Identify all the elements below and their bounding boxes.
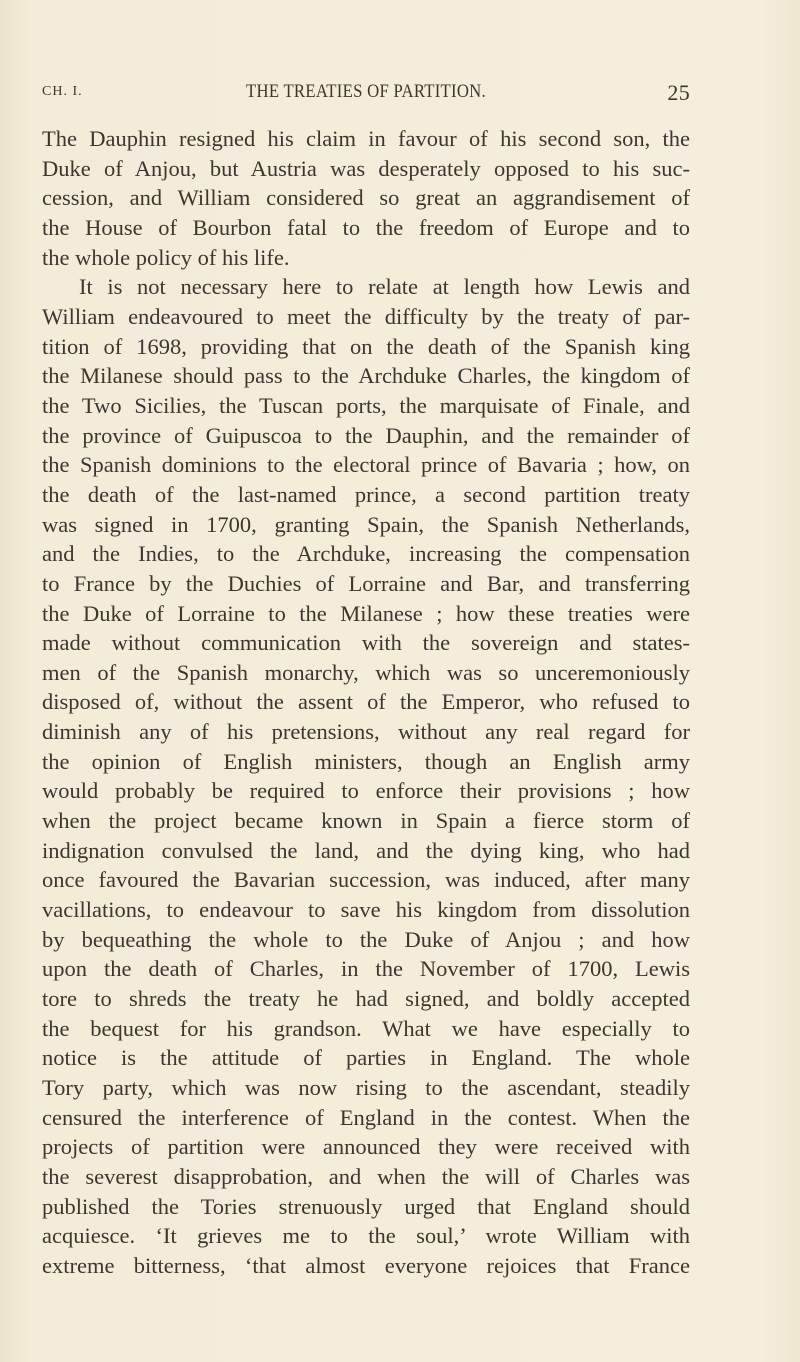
text-line: the Two Sicilies, the Tuscan ports, the marquisate of Finale, and <box>42 392 690 418</box>
text-line: It is not necessary here to relate at length how Lewis and <box>79 274 690 300</box>
text-line: published the Tories strenuously urged that England should <box>42 1193 690 1219</box>
text-line: disposed of, without the assent of the Emperor, who refused to <box>42 689 690 715</box>
text-line: and the Indies, to the Archduke, increasing the compensation <box>42 541 690 567</box>
running-title: THE TREATIES OF PARTITION. <box>246 81 486 102</box>
text-line: tore to shreds the treaty he had signed, and boldly accepted <box>42 986 690 1012</box>
paragraph <box>42 124 690 272</box>
text-line: was signed in 1700, granting Spain, the Spanish Netherlands, <box>42 511 690 537</box>
text-line: the whole policy of his life. <box>42 244 290 270</box>
paragraph <box>42 272 690 1280</box>
text-line: made without communication with the sovereign and states- <box>42 630 690 656</box>
text-line: diminish any of his pretensions, without any real regard for <box>42 719 690 745</box>
text-line: men of the Spanish monarchy, which was so unceremoniously <box>42 659 690 685</box>
text-line: the death of the last-named prince, a second partition treaty <box>42 481 690 507</box>
text-line: The Dauphin resigned his claim in favour of his second son, the <box>42 126 690 151</box>
text-line: vacillations, to endeavour to save his kingdom from dissolution <box>42 897 690 923</box>
text-line: cession, and William considered so great an aggrandisement of <box>42 185 690 211</box>
text-line: when the project became known in Spain a fierce storm of <box>42 808 690 834</box>
chapter-label: CH. I. <box>42 84 83 99</box>
text-line: upon the death of Charles, in the November of 1700, Lewis <box>42 956 690 982</box>
text-line: the bequest for his grandson. What we have especially to <box>42 1015 690 1041</box>
text-line: censured the interference of England in the contest. When the <box>42 1104 690 1130</box>
text-line: projects of partition were announced they were received with <box>42 1134 690 1160</box>
text-line: would probably be required to enforce their provisions ; how <box>42 778 690 804</box>
text-line: tition of 1698, providing that on the death of the Spanish king <box>42 333 690 359</box>
text-line: notice is the attitude of parties in England. The whole <box>42 1045 690 1071</box>
running-head <box>42 80 690 108</box>
text-line: the Spanish dominions to the electoral prince of Bavaria ; how, on <box>42 452 690 478</box>
page-number: 25 <box>667 80 690 105</box>
text-line: to France by the Duchies of Lorraine and Bar, and transferring <box>42 570 690 596</box>
text-line: Duke of Anjou, but Austria was desperately opposed to his suc- <box>42 155 690 181</box>
text-line: Tory party, which was now rising to the ascendant, steadily <box>42 1075 690 1100</box>
text-line: indignation convulsed the land, and the dying king, who had <box>42 837 690 863</box>
text-line: the severest disapprobation, and when the will of Charles was <box>42 1163 690 1189</box>
text-line: by bequeathing the whole to the Duke of Anjou ; and how <box>42 926 690 952</box>
text-line: William endeavoured to meet the difficulty by the treaty of par- <box>42 303 690 329</box>
text-line: once favoured the Bavarian succession, was induced, after many <box>42 867 690 893</box>
text-line: extreme bitterness, ‘that almost everyone rejoices that France <box>42 1252 690 1278</box>
text-line: the House of Bourbon fatal to the freedom of Europe and to <box>42 214 690 240</box>
text-line: acquiesce. ‘It grieves me to the soul,’ wrote William with <box>42 1223 690 1249</box>
text-line: the Milanese should pass to the Archduke Charles, the kingdom of <box>42 363 690 389</box>
body-text <box>42 124 690 1281</box>
text-line: the Duke of Lorraine to the Milanese ; how these treaties were <box>42 600 690 626</box>
text-line: the opinion of English ministers, though an English army <box>42 748 690 774</box>
text-line: the province of Guipuscoa to the Dauphin, and the remainder of <box>42 422 690 448</box>
